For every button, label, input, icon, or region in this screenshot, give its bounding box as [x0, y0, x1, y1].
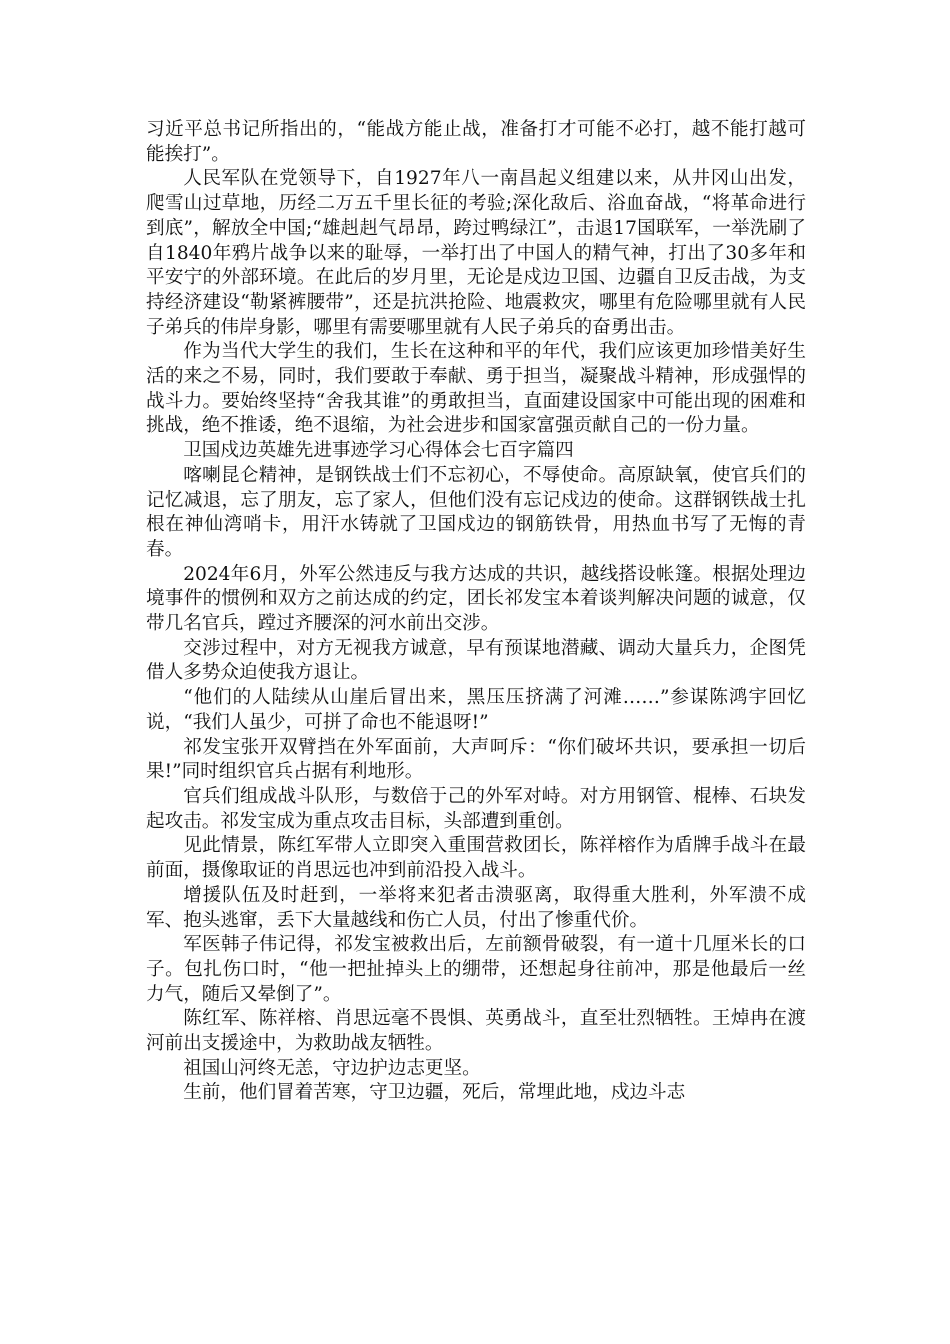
paragraph-karakoram-spirit: 喀喇昆仑精神，是钢铁战士们不忘初心，不辱使命。高原缺氧，使官兵们的记忆减退，忘了朋友，忘了家人，但他们没有忘记戍边的使命。这群钢铁战士扎根在神仙湾哨卡，用汗水铸就了卫国戍边的钢筋铁骨，用热血书写了无悔的青春。 [146, 464, 806, 560]
paragraph-students: 作为当代大学生的我们，生长在这种和平的年代，我们应该更加珍惜美好生活的来之不易，同时，我们要敢于奉献、勇于担当，凝聚战斗精神，形成强悍的战斗力。要始终坚持“舍我其谁”的勇敢担当，直面建设国家中可能出现的困难和挑战，绝不推诿，绝不退缩，为社会进步和国家富强贡献自己的一份力量。 [146, 341, 806, 437]
section-heading: 卫国戍边英雄先进事迹学习心得体会七百字篇四 [183, 440, 574, 462]
paragraph-standoff: 官兵们组成战斗队形，与数倍于己的外军对峙。对方用钢管、棍棒、石块发起攻击。祁发宝成为重点攻击目标，头部遭到重创。 [146, 785, 806, 832]
paragraph-army-history: 人民军队在党领导下，自1927年八一南昌起义组建以来，从井冈山出发，爬雪山过草地，历经二万五千里长征的考验;深化敌后、浴血奋战，“将革命进行到底”，解放全中国;“雄赳赳气昂昂，跨过鸭绿江”，击退17国联军，一举洗刷了自1840年鸦片战争以来的耻辱，一举打出了中国人的精气神，打出了30多年和平安宁的外部环境。在此后的岁月里，无论是戍边卫国、边疆自卫反击战，为支持经济建设“勒紧裤腰带”，还是抗洪抢险、地震救灾，哪里有危险哪里就有人民子弟兵的伟岸身影，哪里有需要哪里就有人民子弟兵的奋勇出击。 [146, 168, 806, 338]
paragraph-sacrifice: 陈红军、陈祥榕、肖思远毫不畏惧、英勇战斗，直至壮烈牺牲。王焯冉在渡河前出支援途中，为救助战友牺牲。 [146, 1008, 806, 1055]
paragraph-chen-hongyu-quote: “他们的人陆续从山崖后冒出来，黑压压挤满了河滩……”参谋陈鸿宇回忆说，“我们人虽少，可拼了命也不能退呀!” [146, 687, 806, 733]
paragraph-june-incident: 2024年6月，外军公然违反与我方达成的共识，越线搭设帐篷。根据处理边境事件的惯例和双方之前达成的约定，团长祁发宝本着谈判解决问题的诚意，仅带几名官兵，蹚过齐腰深的河水前出交涉。 [146, 563, 806, 635]
document-body [146, 118, 806, 1106]
paragraph-continuation: 习近平总书记所指出的，“能战方能止战，准备打才可能不必打，越不能打越可能挨打”。 [146, 119, 806, 165]
paragraph-medic-recollection: 军医韩子伟记得，祁发宝被救出后，左前额骨破裂，有一道十几厘米长的口子。包扎伤口时，“他一把扯掉头上的绷带，还想起身往前冲，那是他最后一丝力气，随后又晕倒了”。 [146, 934, 806, 1005]
paragraph-final: 生前，他们冒着苦寒，守卫边疆，死后，常埋此地，戍边斗志 [183, 1082, 686, 1104]
paragraph-rescue: 见此情景，陈红军带人立即突入重围营救团长，陈祥榕作为盾牌手战斗在最前面，摄像取证的肖思远也冲到前沿投入战斗。 [146, 835, 806, 882]
paragraph-negotiation: 交涉过程中，对方无视我方诚意，早有预谋地潜藏、调动大量兵力，企图凭借人多势众迫使我方退让。 [146, 637, 806, 684]
paragraph-qi-fabao: 祁发宝张开双臂挡在外军面前，大声呵斥：“你们破坏共识，要承担一切后果!”同时组织官兵占据有利地形。 [146, 736, 806, 783]
paragraph-motherland: 祖国山河终无恙，守边护边志更坚。 [183, 1057, 481, 1079]
paragraph-reinforcements: 增援队伍及时赶到，一举将来犯者击溃驱离，取得重大胜利，外军溃不成军、抱头逃窜，丢下大量越线和伤亡人员，付出了惨重代价。 [146, 884, 806, 931]
